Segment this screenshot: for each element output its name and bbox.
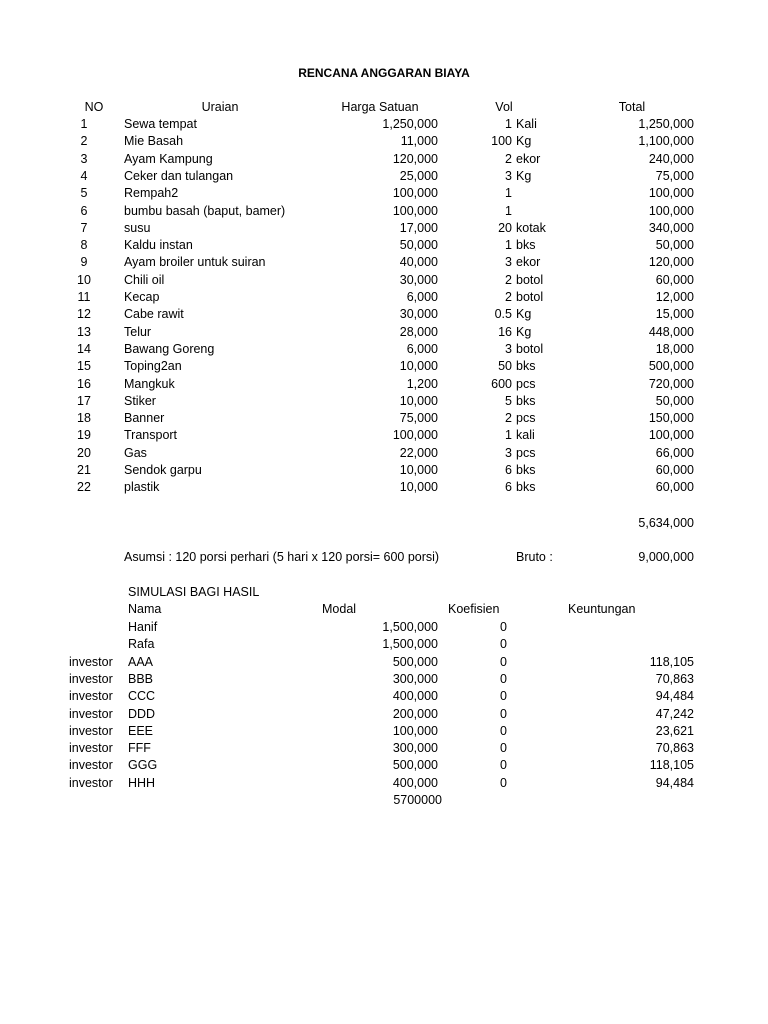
row-nama: AAA (128, 654, 154, 669)
row-no: 6 (80, 203, 88, 218)
row-no: 14 (77, 341, 91, 356)
row-no: 10 (77, 272, 91, 287)
row-harga: 25,000 (399, 168, 438, 183)
row-uraian: Toping2an (124, 359, 182, 374)
row-total: 60,000 (655, 480, 694, 495)
budget-header-row (0, 99, 768, 116)
modal-total-row (0, 792, 768, 809)
row-nama: EEE (128, 723, 154, 738)
asumsi-row (0, 549, 768, 566)
row-uraian: Mangkuk (124, 376, 175, 391)
row-keuntungan: 118,105 (649, 654, 694, 669)
table-row (0, 306, 768, 323)
row-modal: 200,000 (392, 706, 438, 721)
row-total: 15,000 (655, 307, 694, 322)
row-uraian: Chili oil (124, 272, 165, 287)
row-uraian: Gas (124, 445, 147, 460)
header-no: NO (84, 100, 104, 114)
row-vol-num: 2 (505, 272, 512, 287)
row-uraian: Ayam Kampung (124, 151, 213, 166)
row-vol-unit: bks (516, 238, 536, 253)
row-vol-unit: botol (516, 272, 544, 287)
row-vol-unit: bks (516, 463, 536, 477)
row-vol-unit: Kg (516, 168, 532, 183)
row-vol-num: 3 (505, 341, 512, 356)
header-vol: Vol (495, 100, 513, 114)
row-total: 1,250,000 (638, 117, 694, 131)
row-vol-num: 6 (505, 480, 512, 495)
row-nama: FFF (128, 741, 151, 756)
table-row (0, 220, 768, 237)
row-total: 1,100,000 (638, 134, 694, 149)
row-vol-num: 20 (498, 220, 512, 235)
table-row (0, 376, 768, 393)
row-no: 7 (80, 220, 88, 235)
row-vol-unit: bks (516, 480, 536, 495)
row-harga: 1,200 (406, 376, 438, 391)
row-modal: 300,000 (392, 671, 438, 686)
row-total: 150,000 (648, 411, 694, 426)
header-koefisien: Koefisien (448, 602, 500, 616)
row-vol-unit: pcs (516, 411, 536, 426)
row-harga: 30,000 (399, 307, 438, 322)
row-vol-num: 6 (505, 463, 512, 477)
row-harga: 28,000 (399, 324, 438, 339)
table-row (0, 410, 768, 427)
simulasi-title: SIMULASI BAGI HASIL (128, 585, 260, 599)
row-no: 8 (80, 238, 88, 253)
table-row (0, 151, 768, 168)
table-row (0, 168, 768, 185)
row-uraian: plastik (124, 480, 160, 495)
grand-total-row (0, 515, 768, 532)
row-uraian: Kaldu instan (124, 238, 193, 253)
row-uraian: Sendok garpu (124, 463, 202, 477)
row-total: 12,000 (655, 290, 694, 304)
table-row (0, 324, 768, 341)
table-row (0, 619, 768, 636)
row-harga: 17,000 (399, 220, 438, 235)
row-vol-num: 0.5 (494, 307, 512, 322)
row-no: 15 (77, 359, 91, 374)
row-vol-unit: pcs (516, 445, 536, 460)
row-harga: 100,000 (392, 186, 438, 201)
row-total: 448,000 (648, 324, 694, 339)
table-row (0, 723, 768, 740)
row-vol-num: 2 (505, 151, 512, 166)
row-harga: 6,000 (406, 290, 438, 304)
row-harga: 10,000 (399, 463, 438, 477)
row-vol-unit: Kali (516, 117, 537, 131)
modal-total: 5700000 (393, 793, 442, 807)
row-modal: 400,000 (392, 689, 438, 704)
row-keuntungan: 94,484 (655, 775, 694, 790)
row-keuntungan: 47,242 (655, 706, 694, 721)
row-uraian: Telur (124, 324, 152, 339)
row-uraian: Cabe rawit (124, 307, 184, 322)
row-no: 17 (77, 393, 91, 408)
row-no: 16 (77, 376, 91, 391)
table-row (0, 445, 768, 462)
row-total: 340,000 (648, 220, 694, 235)
row-keuntungan: 118,105 (649, 758, 694, 773)
row-uraian: Mie Basah (124, 134, 184, 149)
row-vol-unit: ekor (516, 255, 541, 270)
bruto-label: Bruto : (516, 550, 553, 564)
row-vol-num: 1 (505, 203, 512, 218)
row-no: 11 (77, 290, 91, 304)
row-total: 240,000 (648, 151, 694, 166)
row-harga: 22,000 (399, 445, 438, 460)
simulasi-header-row (0, 601, 768, 618)
row-koefisien: 0 (500, 671, 507, 686)
row-vol-num: 5 (505, 393, 512, 408)
row-keuntungan: 70,863 (655, 671, 694, 686)
row-vol-num: 2 (505, 290, 512, 304)
row-vol-unit: bks (516, 359, 536, 374)
row-uraian: bumbu basah (baput, bamer) (124, 203, 286, 218)
row-uraian: Rempah2 (124, 186, 179, 201)
header-modal: Modal (322, 602, 357, 616)
row-tag: investor (69, 758, 113, 773)
row-uraian: Stiker (124, 393, 156, 408)
row-vol-num: 1 (505, 238, 512, 253)
table-row (0, 479, 768, 496)
row-no: 19 (77, 428, 91, 443)
row-vol-unit: Kg (516, 307, 532, 322)
row-no: 9 (80, 255, 88, 270)
row-uraian: Kecap (124, 290, 160, 304)
row-harga: 120,000 (392, 151, 438, 166)
table-row (0, 706, 768, 723)
row-total: 18,000 (655, 341, 694, 356)
row-no: 12 (77, 307, 91, 322)
row-harga: 30,000 (399, 272, 438, 287)
table-row (0, 393, 768, 410)
row-total: 75,000 (655, 168, 694, 183)
row-vol-unit: Kg (516, 324, 532, 339)
row-total: 720,000 (648, 376, 694, 391)
header-nama: Nama (128, 602, 162, 616)
asumsi-text: Asumsi : 120 porsi perhari (5 hari x 120 porsi= 600 porsi) (124, 550, 440, 564)
row-no: 21 (77, 463, 91, 477)
row-koefisien: 0 (500, 723, 507, 738)
row-vol-num: 1 (505, 186, 512, 201)
table-row (0, 341, 768, 358)
row-modal: 500,000 (392, 654, 438, 669)
row-modal: 400,000 (392, 775, 438, 790)
row-no: 13 (77, 324, 91, 339)
row-vol-num: 600 (491, 376, 512, 391)
row-uraian: Ceker dan tulangan (124, 168, 234, 183)
row-nama: BBB (128, 671, 154, 686)
row-harga: 100,000 (392, 428, 438, 443)
header-harga: Harga Satuan (341, 100, 419, 114)
row-modal: 1,500,000 (382, 637, 438, 652)
row-koefisien: 0 (500, 689, 507, 704)
row-harga: 50,000 (399, 238, 438, 253)
row-uraian: Ayam broiler untuk suiran (124, 255, 266, 270)
row-no: 20 (77, 445, 91, 460)
table-row (0, 133, 768, 150)
row-nama: Rafa (128, 637, 155, 652)
row-nama: DDD (128, 706, 156, 721)
row-harga: 40,000 (399, 255, 438, 270)
row-koefisien: 0 (500, 620, 507, 634)
row-vol-unit: Kg (516, 134, 532, 149)
row-total: 100,000 (648, 203, 694, 218)
row-no: 2 (80, 134, 88, 149)
row-koefisien: 0 (500, 775, 507, 790)
row-nama: GGG (128, 758, 158, 773)
page-title: RENCANA ANGGARAN BIAYA (298, 66, 470, 80)
row-tag: investor (69, 723, 113, 738)
table-row (0, 757, 768, 774)
row-harga: 100,000 (392, 203, 438, 218)
row-vol-num: 3 (505, 255, 512, 270)
header-keuntungan: Keuntungan (568, 602, 636, 616)
row-vol-unit: ekor (516, 151, 541, 166)
row-total: 60,000 (655, 272, 694, 287)
table-row (0, 740, 768, 757)
row-vol-num: 2 (505, 411, 512, 426)
row-vol-num: 16 (498, 324, 512, 339)
row-vol-num: 3 (505, 445, 512, 460)
row-total: 50,000 (655, 393, 694, 408)
table-row (0, 289, 768, 306)
row-total: 100,000 (648, 428, 694, 443)
row-harga: 10,000 (399, 393, 438, 408)
row-vol-unit: bks (516, 393, 536, 408)
row-total: 50,000 (655, 238, 694, 253)
row-harga: 6,000 (406, 341, 438, 356)
table-row (0, 116, 768, 133)
table-row (0, 237, 768, 254)
row-koefisien: 0 (500, 654, 507, 669)
row-no: 22 (77, 480, 91, 495)
row-harga: 75,000 (399, 411, 438, 426)
table-row (0, 688, 768, 705)
row-vol-num: 1 (505, 428, 512, 443)
row-tag: investor (69, 689, 113, 704)
table-row (0, 254, 768, 271)
row-no: 1 (80, 117, 88, 131)
row-no: 3 (80, 151, 88, 166)
row-harga: 1,250,000 (382, 117, 438, 131)
row-modal: 1,500,000 (382, 620, 438, 634)
table-row (0, 272, 768, 289)
simulasi-title-row (0, 584, 768, 601)
bruto-value: 9,000,000 (638, 550, 694, 564)
row-nama: HHH (128, 775, 156, 790)
row-vol-num: 1 (505, 117, 512, 131)
row-keuntungan: 94,484 (655, 689, 694, 704)
row-vol-unit: botol (516, 290, 544, 304)
row-harga: 10,000 (399, 480, 438, 495)
row-tag: investor (69, 671, 113, 686)
row-vol-num: 100 (491, 134, 512, 149)
row-vol-num: 50 (498, 359, 512, 374)
row-uraian: Transport (124, 428, 178, 443)
table-row (0, 636, 768, 653)
row-total: 60,000 (655, 463, 694, 477)
row-harga: 11,000 (400, 134, 438, 149)
row-total: 100,000 (648, 186, 694, 201)
header-uraian: Uraian (201, 100, 239, 114)
row-tag: investor (69, 775, 113, 790)
table-row (0, 462, 768, 479)
table-row (0, 185, 768, 202)
grand-total: 5,634,000 (638, 516, 694, 530)
row-uraian: Banner (124, 411, 165, 426)
table-row (0, 358, 768, 375)
row-tag: investor (69, 706, 113, 721)
row-no: 4 (80, 168, 88, 183)
row-vol-unit: pcs (516, 376, 536, 391)
row-modal: 300,000 (392, 741, 438, 756)
row-koefisien: 0 (500, 741, 507, 756)
row-uraian: susu (124, 220, 151, 235)
row-vol-unit: kotak (516, 220, 546, 235)
row-tag: investor (69, 741, 113, 756)
row-no: 18 (77, 411, 91, 426)
table-row (0, 654, 768, 671)
table-row (0, 427, 768, 444)
row-modal: 500,000 (392, 758, 438, 773)
row-harga: 10,000 (399, 359, 438, 374)
row-nama: CCC (128, 689, 156, 704)
header-total: Total (618, 100, 646, 114)
table-row (0, 203, 768, 220)
row-modal: 100,000 (392, 723, 438, 738)
row-total: 66,000 (655, 445, 694, 460)
row-keuntungan: 70,863 (655, 741, 694, 756)
row-uraian: Bawang Goreng (124, 341, 215, 356)
row-tag: investor (69, 654, 113, 669)
row-vol-num: 3 (505, 168, 512, 183)
row-vol-unit: botol (516, 341, 544, 356)
row-nama: Hanif (128, 620, 158, 634)
table-row (0, 671, 768, 688)
table-row (0, 775, 768, 792)
row-keuntungan: 23,621 (655, 723, 694, 738)
row-koefisien: 0 (500, 758, 507, 773)
row-total: 500,000 (648, 359, 694, 374)
row-vol-unit: kali (516, 428, 535, 443)
row-uraian: Sewa tempat (124, 117, 197, 131)
row-no: 5 (80, 186, 88, 201)
row-koefisien: 0 (500, 637, 507, 652)
row-total: 120,000 (648, 255, 694, 270)
row-koefisien: 0 (500, 706, 507, 721)
